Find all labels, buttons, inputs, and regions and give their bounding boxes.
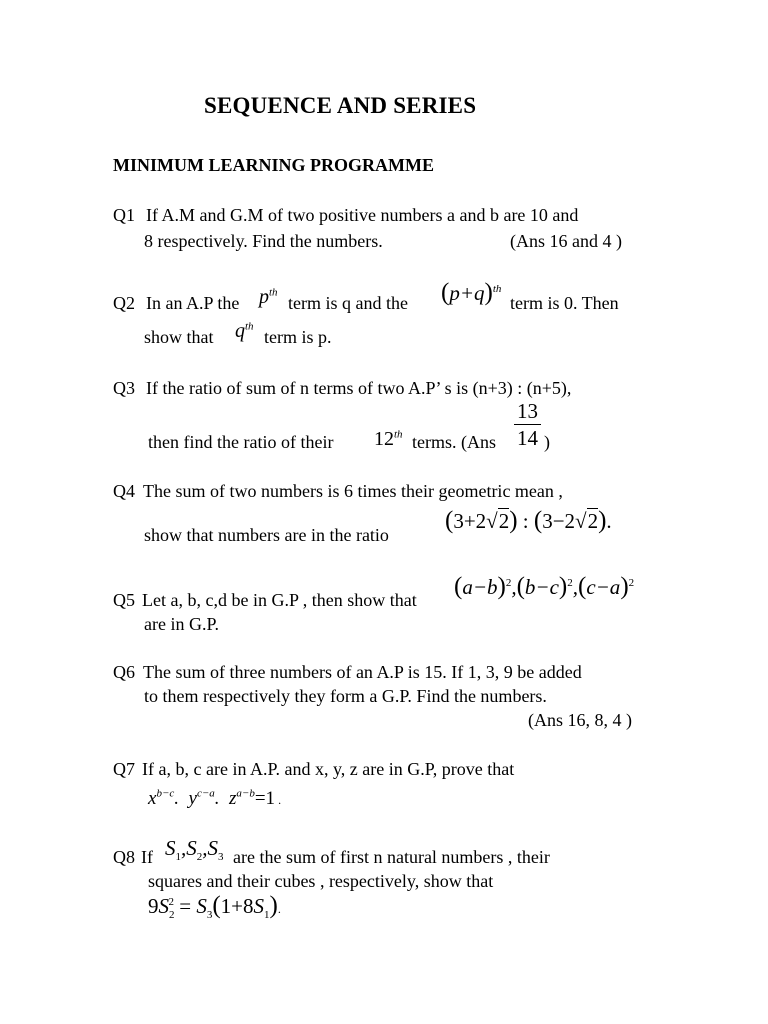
q6-label: Q6 <box>113 662 135 682</box>
q4-label: Q4 <box>113 481 135 501</box>
q7-label: Q7 <box>113 759 135 779</box>
q8-text-1: If <box>141 847 153 867</box>
q3-label: Q3 <box>113 378 135 398</box>
q1-label: Q1 <box>113 205 135 225</box>
q2-pth-math: $p^{th}$ <box>259 286 278 308</box>
q4-line2: show that numbers are in the ratio <box>144 525 389 545</box>
q3-frac-numerator: 13 <box>514 398 541 425</box>
q3-frac-denominator: 14 <box>517 426 538 450</box>
q2-text-4: show that <box>144 327 214 347</box>
q8-identity-math: $9S_2^2 = S_3(1+8S_1)$. <box>148 892 281 922</box>
q8-text-2: are the sum of first n natural numbers , their <box>233 847 550 867</box>
q6-answer: (Ans 16, 8, 4 ) <box>528 710 632 730</box>
q3-line1: If the ratio of sum of n terms of two A.P’ s is (n+3) : (n+5), <box>146 378 572 398</box>
q8-label: Q8 <box>113 847 135 867</box>
q3-12th-math: 12th <box>374 428 403 450</box>
q2-text-1: In an A.P the <box>146 293 240 313</box>
q8-s1-s2-s3-math: $S_1,S_2,S_3$ <box>165 836 224 864</box>
q5-gp-terms-math: $(a-b)^2,(b-c)^2,(c-a)^2$ <box>454 573 635 600</box>
q1-answer: (Ans 16 and 4 ) <box>510 231 622 251</box>
q8-line2: squares and their cubes , respectively, show that <box>148 871 494 891</box>
q7-line1: If a, b, c are in A.P. and x, y, z are in G.P, prove that <box>142 759 515 779</box>
section-heading: MINIMUM LEARNING PROGRAMME <box>113 155 434 175</box>
q5-label: Q5 <box>113 590 135 610</box>
q2-text-3: term is 0. Then <box>510 293 619 313</box>
q2-pq-th-math: $(p+q)^{th}$ <box>441 279 502 306</box>
q3-text-3: ) <box>544 432 550 452</box>
q2-qth-math: $q^{th}$ <box>235 320 254 342</box>
q7-product-math: $x^{b-c}$. $y^{c-a}$. $z^{a-b}=1$ . <box>148 787 282 809</box>
q3-text-2: terms. (Ans <box>412 432 496 452</box>
q3-answer-fraction <box>514 398 541 451</box>
q5-line1: Let a, b, c,d be in G.P , then show that <box>142 590 417 610</box>
q2-text-5: term is p. <box>264 327 332 347</box>
q1-line1: If A.M and G.M of two positive numbers a and b are 10 and <box>146 205 579 225</box>
q5-line2: are in G.P. <box>144 614 219 634</box>
q6-line1: The sum of three numbers of an A.P is 15. If 1, 3, 9 be added <box>143 662 582 682</box>
q3-text-1: then find the ratio of their <box>148 432 334 452</box>
q2-text-2: term is q and the <box>288 293 408 313</box>
q4-ratio-math: (3+2√2) : (3−2√2). <box>445 507 612 534</box>
q1-line2: 8 respectively. Find the numbers. <box>144 231 383 251</box>
page-title: SEQUENCE AND SERIES <box>204 93 477 118</box>
q6-line2: to them respectively they form a G.P. Find the numbers. <box>144 686 547 706</box>
q2-label: Q2 <box>113 293 135 313</box>
q4-line1: The sum of two numbers is 6 times their geometric mean , <box>143 481 563 501</box>
